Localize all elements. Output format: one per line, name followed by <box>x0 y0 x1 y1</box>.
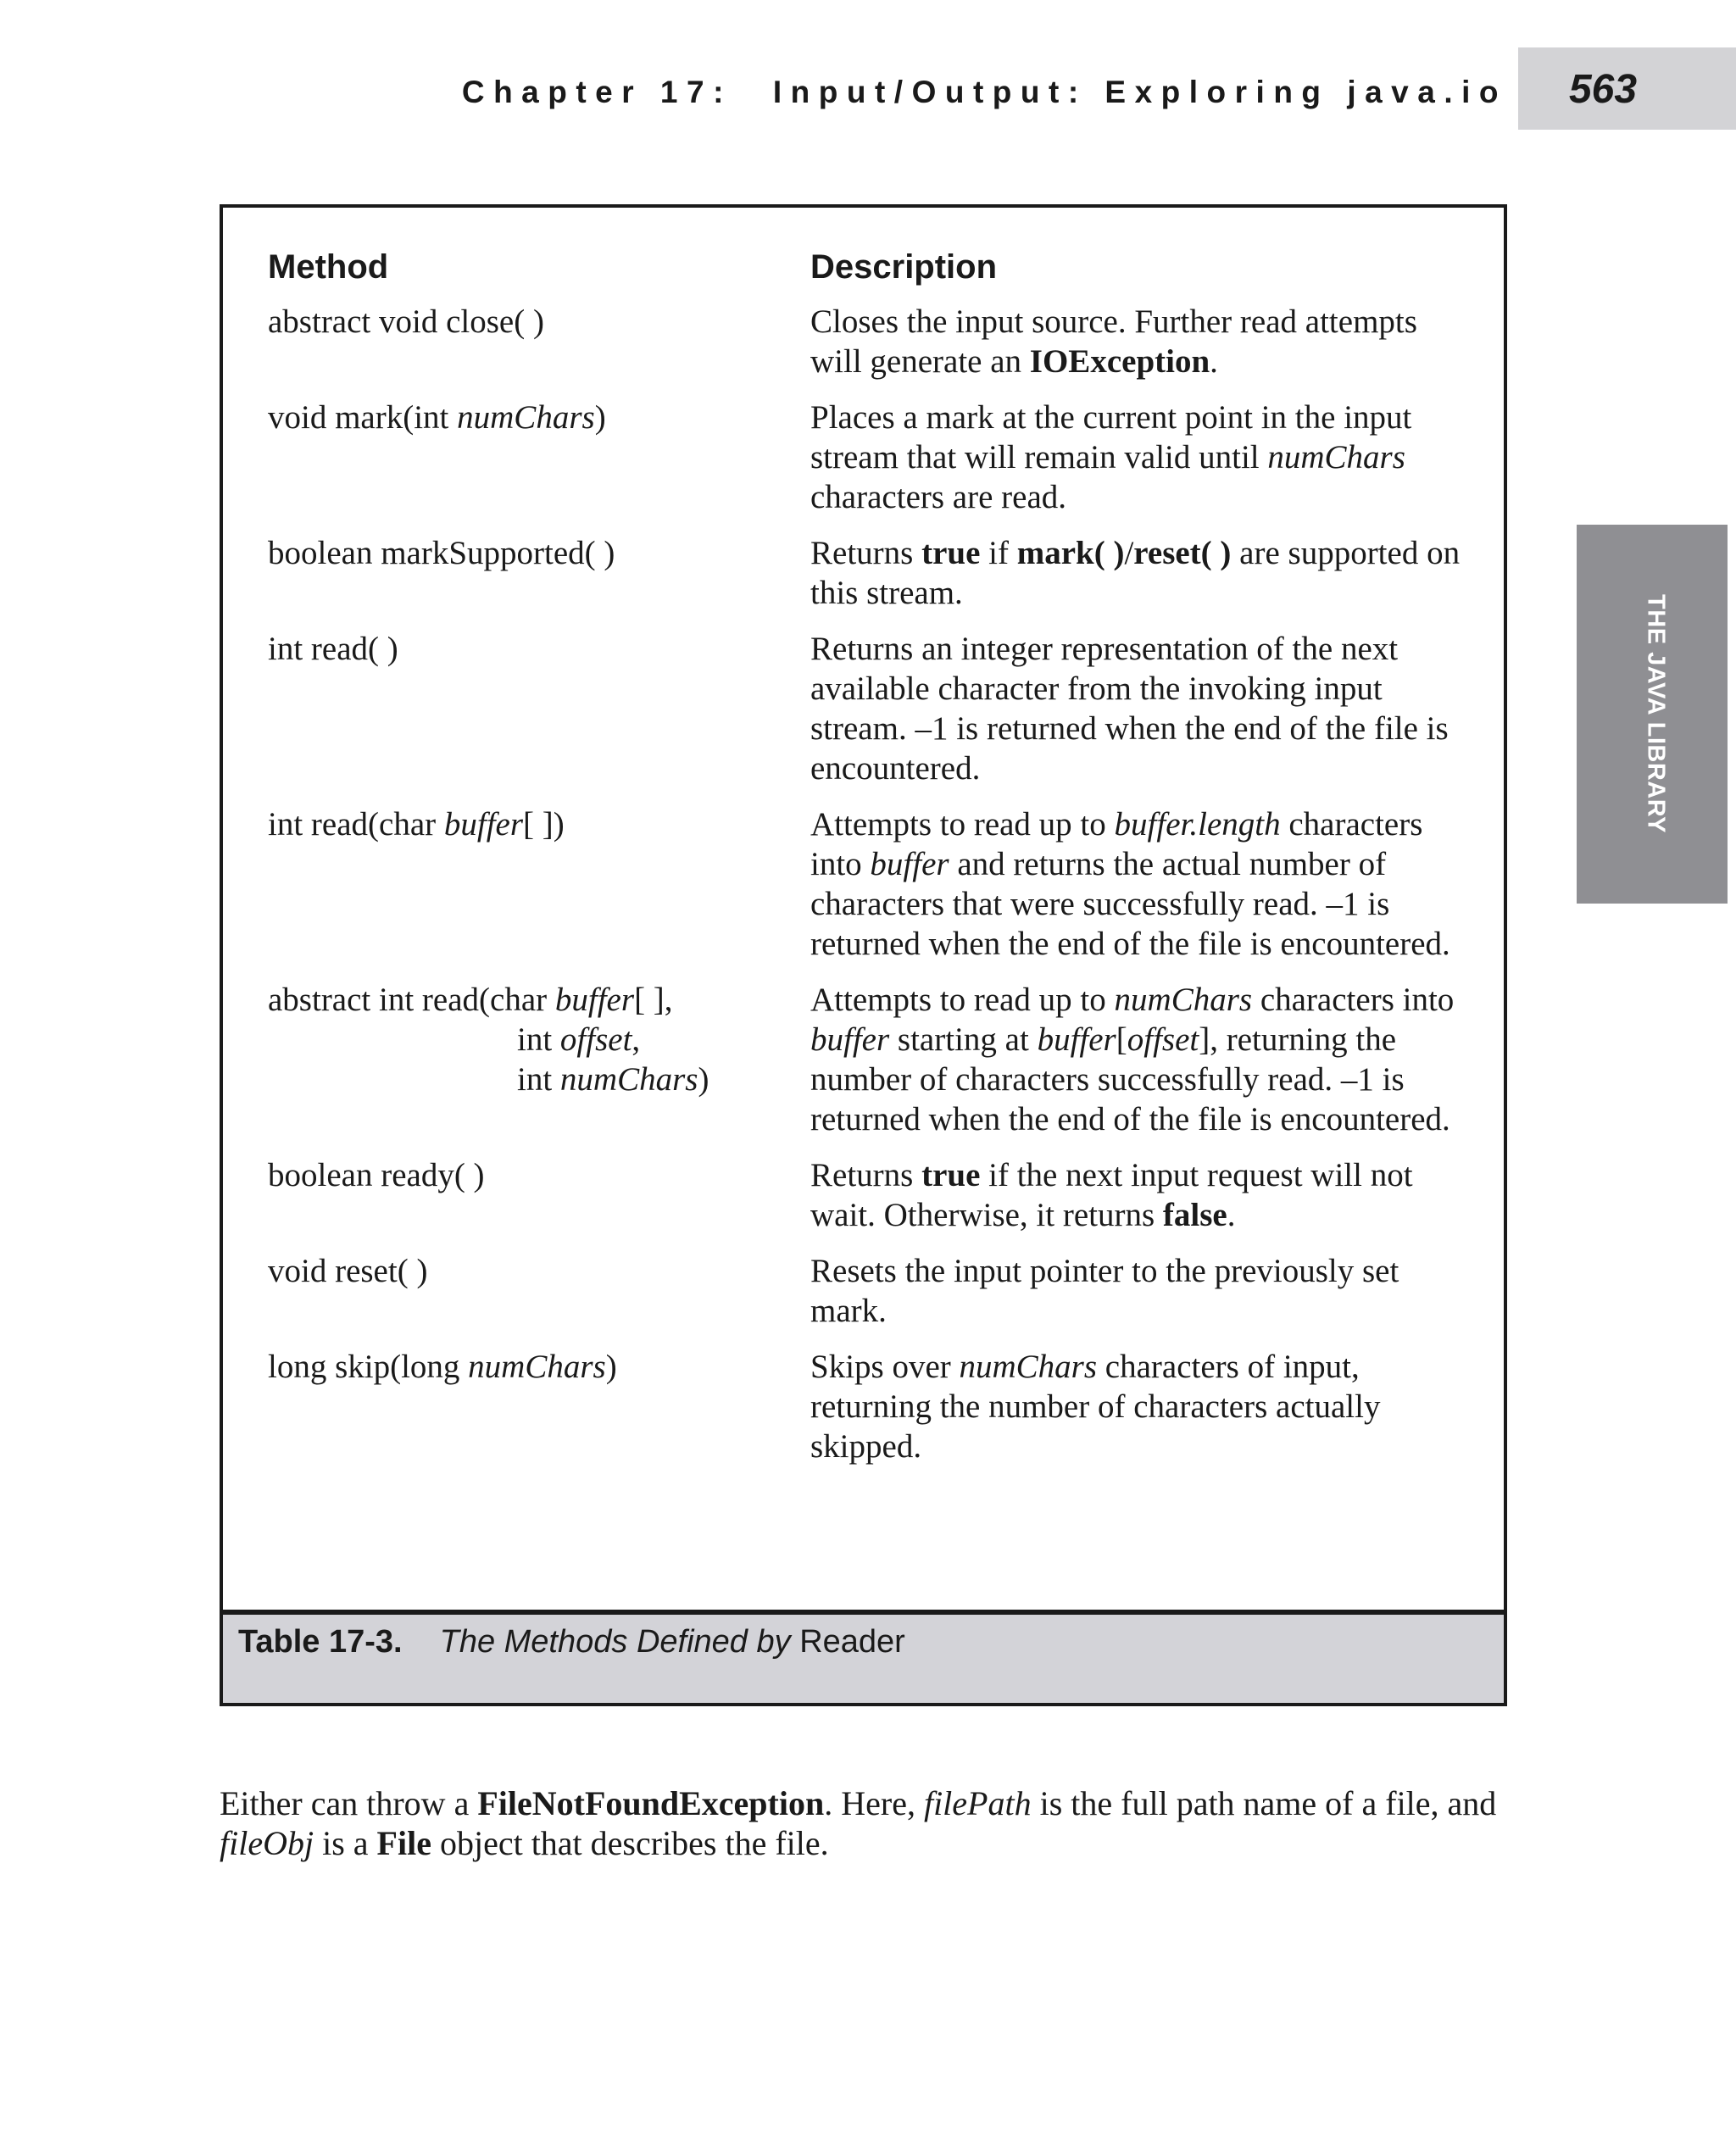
table-row <box>268 1347 1463 1466</box>
text-run: numChars <box>1267 439 1405 476</box>
method-line <box>268 1155 810 1195</box>
text-run: FileNotFoundException <box>477 1784 825 1822</box>
text-run: void reset( ) <box>268 1253 428 1289</box>
column-header-method: Method <box>268 248 389 286</box>
text-run: are supported on this stream. <box>810 535 1461 611</box>
method-signature <box>268 1155 810 1235</box>
method-description <box>810 533 1463 613</box>
method-line <box>268 980 810 1020</box>
text-run: Closes the input source. Further read attempts will generate an <box>810 303 1417 380</box>
text-run: characters of input, returning the number of characters actually skipped. <box>810 1349 1381 1465</box>
text-run: void mark(int <box>268 399 458 436</box>
text-run: buffer <box>810 1021 890 1058</box>
text-run: numChars <box>457 399 595 436</box>
table-caption <box>238 1624 905 1660</box>
text-run: filePath <box>923 1784 1032 1822</box>
text-run: numChars <box>959 1349 1098 1385</box>
text-run: Attempts to read up to <box>810 982 1115 1018</box>
text-run: numChars <box>1114 982 1253 1018</box>
method-description <box>810 302 1463 381</box>
table-header-row <box>268 246 1463 288</box>
text-run: Returns <box>810 535 922 571</box>
text-run: ) <box>594 399 606 436</box>
running-header <box>462 75 1507 110</box>
method-signature <box>268 804 810 964</box>
text-run: long skip(long <box>268 1349 469 1385</box>
text-run: fileObj <box>220 1824 314 1862</box>
chapter-title: Input/Output: Exploring java.io <box>772 75 1507 109</box>
text-run: . <box>1210 343 1218 380</box>
text-run: buffer <box>554 982 635 1018</box>
text-run: File <box>376 1824 431 1862</box>
text-run: buffer.length <box>1114 806 1281 843</box>
method-signature <box>268 302 810 381</box>
text-run: buffer <box>870 846 949 882</box>
text-run: . Here, <box>824 1784 924 1822</box>
method-param-line <box>268 1060 810 1099</box>
text-run: buffer <box>1037 1021 1116 1058</box>
method-description <box>810 1251 1463 1331</box>
column-header-description: Description <box>810 248 998 286</box>
text-run: . <box>1227 1197 1236 1233</box>
method-line <box>268 1251 810 1291</box>
text-run: false <box>1162 1197 1227 1233</box>
method-signature <box>268 533 810 613</box>
body-paragraph <box>220 1783 1525 1863</box>
text-run: Resets the input pointer to the previously set mark. <box>810 1253 1399 1329</box>
table-row <box>268 398 1463 517</box>
text-run: if the next input request will not wait. Otherwise, it returns <box>810 1157 1413 1233</box>
text-run: int <box>517 1061 560 1098</box>
table-row <box>268 1251 1463 1331</box>
method-signature <box>268 980 810 1139</box>
text-run: reset( ) <box>1133 535 1232 571</box>
text-run: ) <box>605 1349 617 1385</box>
text-run: ) <box>698 1061 709 1098</box>
text-run: characters into <box>810 806 1423 882</box>
text-run: int read( ) <box>268 631 398 667</box>
method-signature <box>268 398 810 517</box>
chapter-label: Chapter 17: <box>461 75 732 109</box>
method-description <box>810 1155 1463 1235</box>
table-row <box>268 804 1463 964</box>
methods-table-body <box>268 246 1463 1466</box>
method-line <box>268 302 810 342</box>
text-run: / <box>1124 535 1134 571</box>
method-description <box>810 804 1463 964</box>
table-row <box>268 629 1463 788</box>
method-line <box>268 398 810 437</box>
table-caption-italic: The Methods Defined by <box>439 1624 791 1660</box>
text-run: boolean markSupported( ) <box>268 535 615 571</box>
page-number: 563 <box>1568 67 1638 112</box>
text-run: Either can throw a <box>220 1784 478 1822</box>
text-run: numChars <box>559 1061 698 1098</box>
method-line <box>268 629 810 669</box>
text-run: Skips over <box>810 1349 960 1385</box>
text-run: mark( ) <box>1016 535 1125 571</box>
text-run: is a <box>314 1824 377 1862</box>
text-run: characters into <box>1252 982 1455 1018</box>
text-run: int read(char <box>268 806 444 843</box>
text-run: if <box>980 535 1017 571</box>
text-run: abstract void close( ) <box>268 303 544 340</box>
text-run: IOException <box>1029 343 1210 380</box>
text-run: ], returning the number of characters successfully read. –1 is returned when the end of the file is encountered. <box>810 1021 1450 1138</box>
method-signature <box>268 629 810 788</box>
table-row <box>268 980 1463 1139</box>
text-run: abstract int read(char <box>268 982 555 1018</box>
section-tab-label: THE JAVA LIBRARY <box>1642 594 1670 833</box>
text-run: [ <box>1116 1021 1127 1058</box>
method-description <box>810 629 1463 788</box>
table-row <box>268 533 1463 613</box>
text-run: offset <box>559 1021 632 1058</box>
text-run: object that describes the file. <box>431 1824 829 1862</box>
text-run: numChars <box>468 1349 606 1385</box>
text-run: [ ], <box>634 982 673 1018</box>
text-run: starting at <box>889 1021 1038 1058</box>
method-description <box>810 398 1463 517</box>
text-run: characters are read. <box>810 479 1067 515</box>
text-run: is the full path name of a file, and <box>1031 1784 1497 1822</box>
text-run: Returns an integer representation of the next available character from the invoking input stream. –1 is returned when the end of the file is encountered. <box>810 631 1449 787</box>
method-line <box>268 1347 810 1387</box>
method-line <box>268 533 810 573</box>
text-run: true <box>921 1157 981 1193</box>
text-run: int <box>517 1021 560 1058</box>
table-caption-class: Reader <box>799 1624 905 1660</box>
text-run: Places a mark at the current point in the input stream that will remain valid until <box>810 399 1412 476</box>
text-run: true <box>921 535 981 571</box>
method-signature <box>268 1251 810 1331</box>
text-run: and returns the actual number of characters that were successfully read. –1 is returned when the end of the file is encountered. <box>810 846 1450 962</box>
text-run: Returns <box>810 1157 922 1193</box>
table-row <box>268 302 1463 381</box>
method-param-line <box>268 1020 810 1060</box>
text-run: [ ]) <box>523 806 565 843</box>
method-description <box>810 980 1463 1139</box>
text-run: buffer <box>443 806 524 843</box>
table-row <box>268 1155 1463 1235</box>
method-signature <box>268 1347 810 1466</box>
text-run: , <box>632 1021 641 1058</box>
text-run: offset <box>1127 1021 1199 1058</box>
method-description <box>810 1347 1463 1466</box>
text-run: Attempts to read up to <box>810 806 1115 843</box>
table-caption-label: Table 17-3. <box>238 1624 403 1660</box>
method-line <box>268 804 810 844</box>
text-run: boolean ready( ) <box>268 1157 485 1193</box>
